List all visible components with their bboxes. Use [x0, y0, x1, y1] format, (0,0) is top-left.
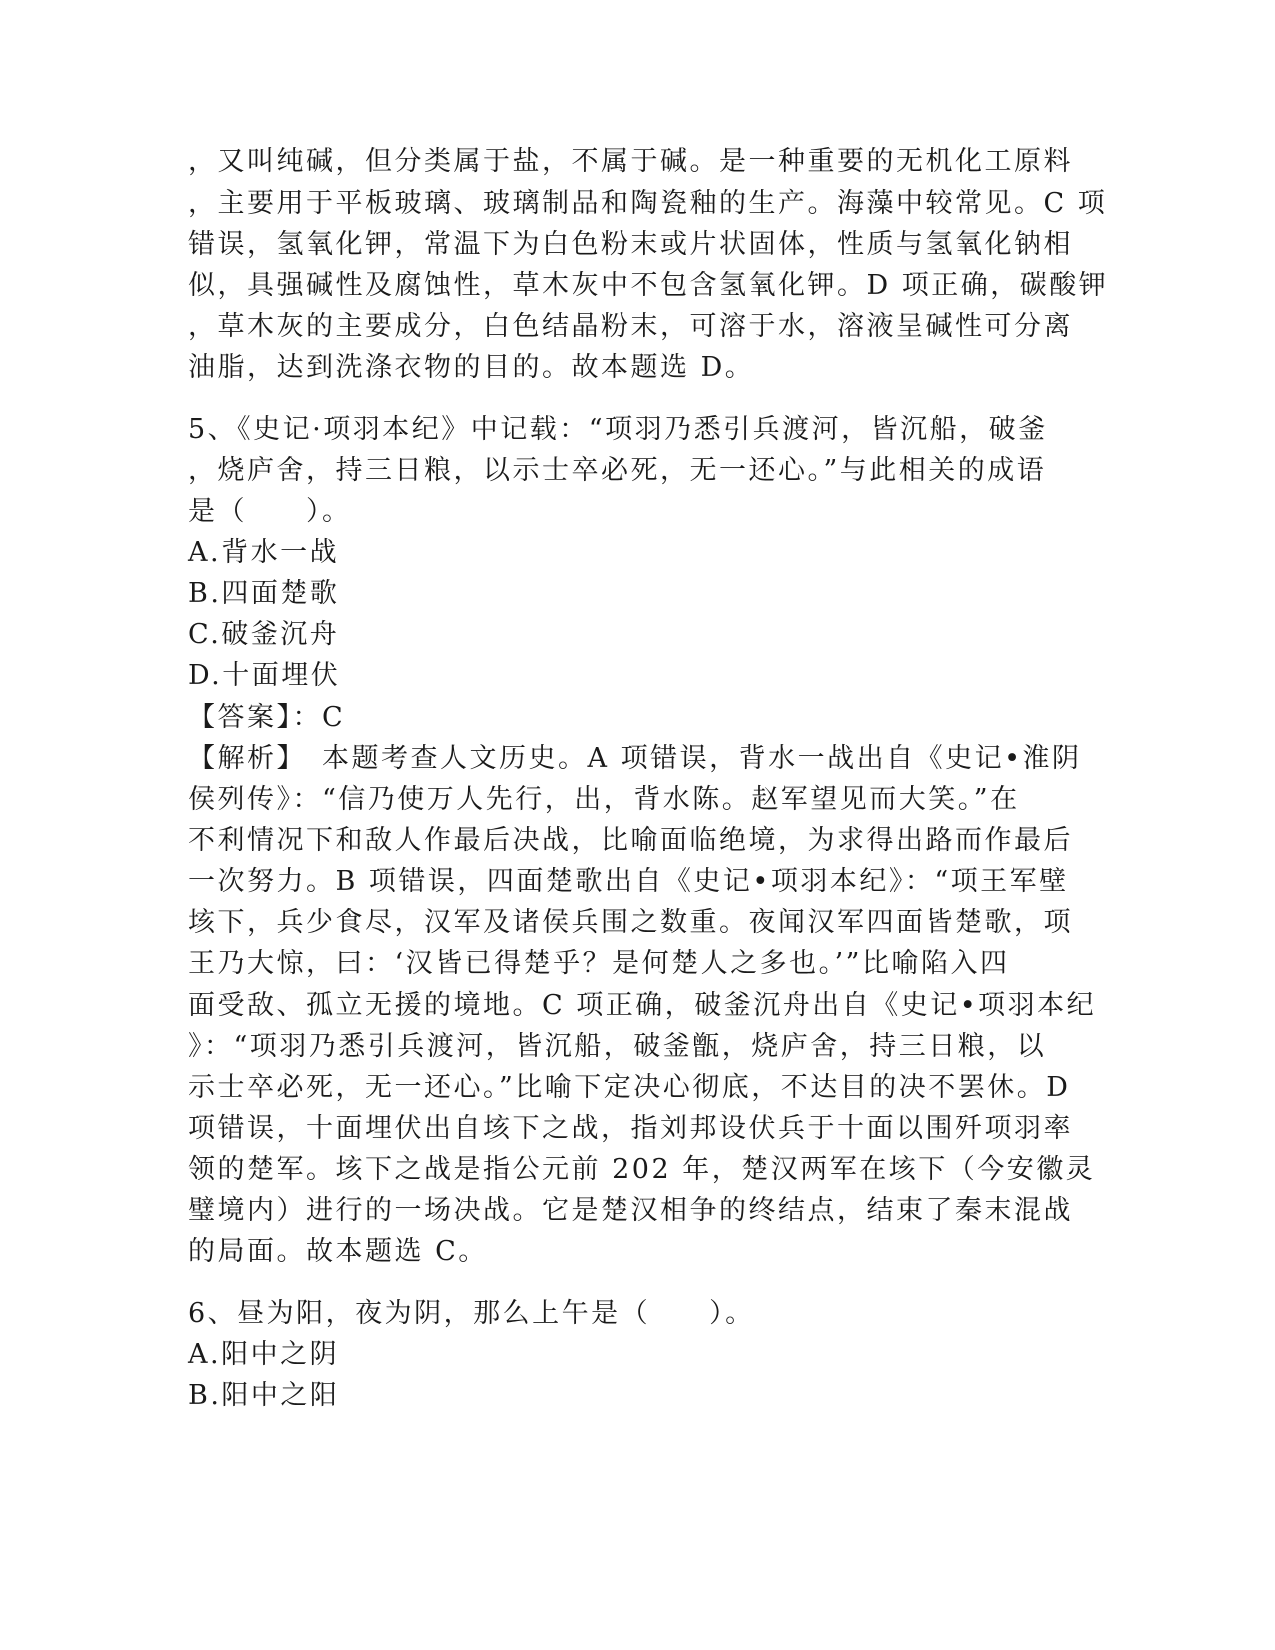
option-b: B.四面楚歌 — [188, 578, 340, 609]
explanation-line: 不利情况下和敌人作最后决战，比喻面临绝境，为求得出路而作最后 — [188, 825, 1073, 856]
explanation-line: 示士卒必死，无一还心。”比喻下定决心彻底，不达目的决不罢休。D — [188, 1072, 1071, 1103]
explanation-line: 一次努力。B 项错误，四面楚歌出自《史记•项羽本纪》：“项王军壁 — [188, 866, 1069, 897]
prev-explanation-line: ，又叫纯碱，但分类属于盐，不属于碱。是一种重要的无机化工原料 — [188, 146, 1073, 177]
prev-explanation-line: ，草木灰的主要成分，白色结晶粉末，可溶于水，溶液呈碱性可分离 — [188, 311, 1073, 342]
explanation-line: 侯列传》：“信乃使万人先行，出，背水陈。赵军望见而大笑。”在 — [188, 784, 1020, 815]
answer: 【答案】：C — [188, 702, 346, 733]
prev-explanation-line: 油脂，达到洗涤衣物的目的。故本题选 D。 — [188, 352, 755, 383]
question-stem-line: 5、《史记·项羽本纪》中记载：“项羽乃悉引兵渡河，皆沉船，破釜 — [188, 414, 1048, 445]
question-stem-line: ，烧庐舍，持三日粮，以示士卒必死，无一还心。”与此相关的成语 — [188, 455, 1047, 486]
explanation-line: 》：“项羽乃悉引兵渡河，皆沉船，破釜甑，烧庐舍，持三日粮，以 — [188, 1031, 1047, 1062]
explanation-line: 璧境内）进行的一场决战。它是楚汉相争的终结点，结束了秦末混战 — [188, 1195, 1073, 1226]
explanation-line: 【解析】 本题考查人文历史。A 项错误，背水一战出自《史记•淮阴 — [188, 743, 1082, 774]
prev-explanation-line: 错误，氢氧化钾，常温下为白色粉末或片状固体，性质与氢氧化钠相 — [188, 229, 1073, 260]
option-a: A.阳中之阴 — [188, 1339, 340, 1370]
option-c: C.破釜沉舟 — [188, 619, 340, 650]
explanation-line: 面受敌、孤立无援的境地。C 项正确，破釜沉舟出自《史记•项羽本纪 — [188, 990, 1097, 1021]
explanation-line: 王乃大惊，曰：‘汉皆已得楚乎？是何楚人之多也。’”比喻陷入四 — [188, 948, 1010, 979]
prev-explanation-line: ，主要用于平板玻璃、玻璃制品和陶瓷釉的生产。海藻中较常见。C 项 — [188, 188, 1108, 219]
explanation-line: 垓下，兵少食尽，汉军及诸侯兵围之数重。夜闻汉军四面皆楚歌，项 — [188, 907, 1073, 938]
option-a: A.背水一战 — [188, 537, 340, 568]
option-d: D.十面埋伏 — [188, 660, 341, 691]
option-b: B.阳中之阳 — [188, 1380, 340, 1411]
explanation-line: 的局面。故本题选 C。 — [188, 1236, 488, 1267]
question-stem-line: 是（ ）。 — [188, 496, 352, 527]
question-stem-line: 6、昼为阳，夜为阴，那么上午是（ ）。 — [188, 1298, 755, 1329]
explanation-line: 项错误，十面埋伏出自垓下之战，指刘邦设伏兵于十面以围歼项羽率 — [188, 1113, 1073, 1144]
prev-explanation-line: 似，具强碱性及腐蚀性，草木灰中不包含氢氧化钾。D 项正确，碳酸钾 — [188, 270, 1109, 301]
explanation-line: 领的楚军。垓下之战是指公元前 202 年，楚汉两军在垓下（今安徽灵 — [188, 1154, 1096, 1185]
